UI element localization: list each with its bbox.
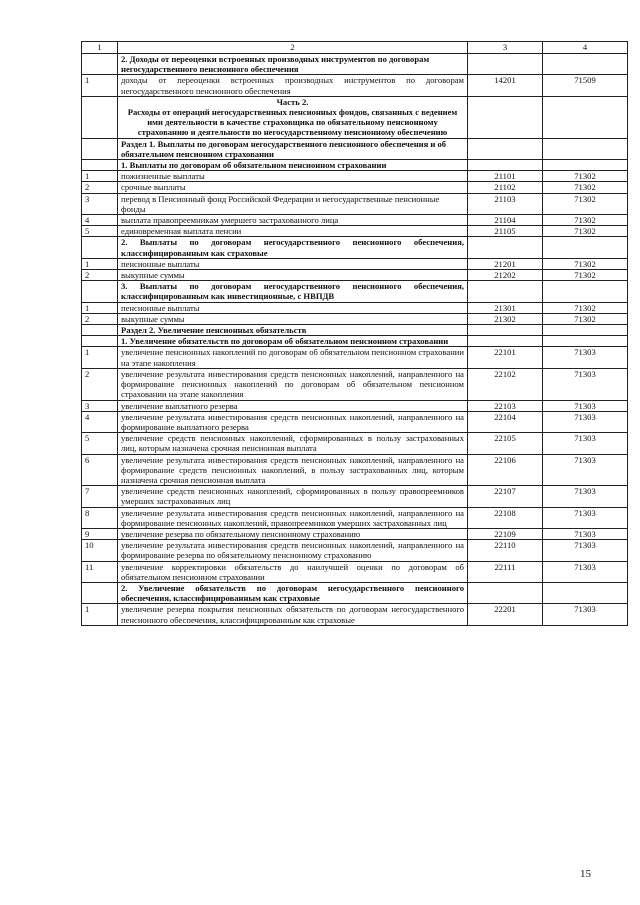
row-number: 11 xyxy=(82,561,118,582)
row-account: 71303 xyxy=(543,454,628,486)
row-description: 1. Выплаты по договорам об обязательном пенсионном страховании xyxy=(118,160,468,171)
row-account xyxy=(543,96,628,138)
row-description: Раздел 2. Увеличение пенсионных обязательств xyxy=(118,325,468,336)
row-description: пенсионные выплаты xyxy=(118,302,468,313)
row-code: 22105 xyxy=(468,433,543,454)
row-code xyxy=(468,582,543,603)
row-number xyxy=(82,336,118,347)
row-description: 2. Увеличение обязательств по договорам негосударственного пенсионного обеспечения, классифицированным как страховые xyxy=(118,582,468,603)
row-account: 71303 xyxy=(543,528,628,539)
row-code xyxy=(468,237,543,258)
row-number: 3 xyxy=(82,193,118,214)
header-cell-2: 2 xyxy=(118,42,468,54)
row-description: единовременная выплата пенсии xyxy=(118,226,468,237)
row-account: 71302 xyxy=(543,313,628,324)
table-row xyxy=(82,454,628,486)
header-row xyxy=(82,42,628,54)
table-row xyxy=(82,258,628,269)
row-description: увеличение результата инвестирования средств пенсионных накоплений, направленного на формирование резерва по обязательному пенсионному страхованию xyxy=(118,540,468,561)
table-row xyxy=(82,96,628,138)
row-description: увеличение резерва покрытия пенсионных обязательств по договорам негосударственного пенсионного обеспечения, классифицированным как страховые xyxy=(118,604,468,625)
row-number: 6 xyxy=(82,454,118,486)
row-number: 1 xyxy=(82,604,118,625)
row-code: 21105 xyxy=(468,226,543,237)
row-account: 71303 xyxy=(543,561,628,582)
row-number: 4 xyxy=(82,215,118,226)
row-account: 71303 xyxy=(543,507,628,528)
header-cell-1: 1 xyxy=(82,42,118,54)
table-row xyxy=(82,281,628,302)
row-account xyxy=(543,582,628,603)
table-row xyxy=(82,75,628,96)
row-description: увеличение средств пенсионных накоплений, сформированных в пользу застрахованных лиц, которым назначена срочная пенсионная выплата xyxy=(118,433,468,454)
table-row xyxy=(82,171,628,182)
table-row xyxy=(82,486,628,507)
row-description: увеличение средств пенсионных накоплений, сформированных в пользу правопреемников умерших застрахованных лиц xyxy=(118,486,468,507)
row-number: 9 xyxy=(82,528,118,539)
row-description: срочные выплаты xyxy=(118,182,468,193)
row-description: перевод в Пенсионный фонд Российской Федерации и негосударственные пенсионные фонды xyxy=(118,193,468,214)
row-description: увеличение результата инвестирования средств пенсионных накоплений, направленного на формирование средств пенсионных накоплений, в пользу застрахованных лиц, которым назначена срочная пенсионная выплата xyxy=(118,454,468,486)
row-number xyxy=(82,138,118,159)
row-description: 2. Доходы от переоценки встроенных производных инструментов по договорам негосударственного пенсионного обеспечения xyxy=(118,54,468,75)
row-description: выкупные суммы xyxy=(118,270,468,281)
row-code xyxy=(468,336,543,347)
row-number xyxy=(82,237,118,258)
row-number: 4 xyxy=(82,411,118,432)
row-number: 8 xyxy=(82,507,118,528)
row-code: 21201 xyxy=(468,258,543,269)
row-number: 1 xyxy=(82,75,118,96)
row-number: 2 xyxy=(82,270,118,281)
table-row xyxy=(82,368,628,400)
row-description: увеличение результата инвестирования средств пенсионных накоплений, направленного на формирование выплатного резерва xyxy=(118,411,468,432)
page-number: 15 xyxy=(580,868,591,880)
table-row xyxy=(82,347,628,368)
row-code: 22101 xyxy=(468,347,543,368)
row-account: 71302 xyxy=(543,270,628,281)
row-account: 71302 xyxy=(543,226,628,237)
row-number: 7 xyxy=(82,486,118,507)
row-account: 71303 xyxy=(543,400,628,411)
table-row xyxy=(82,507,628,528)
row-description: доходы от переоценки встроенных производных инструментов по договорам негосударственного пенсионного обеспечения xyxy=(118,75,468,96)
table-row xyxy=(82,226,628,237)
row-code: 22103 xyxy=(468,400,543,411)
row-account: 71302 xyxy=(543,182,628,193)
row-number: 1 xyxy=(82,171,118,182)
row-number xyxy=(82,96,118,138)
row-code xyxy=(468,160,543,171)
row-account: 71303 xyxy=(543,604,628,625)
row-description: увеличение результата инвестирования средств пенсионных накоплений, направленного на формирование пенсионных накоплений по договорам об обязательном пенсионном страховании на этапе накопления xyxy=(118,368,468,400)
row-code: 22102 xyxy=(468,368,543,400)
table-row xyxy=(82,528,628,539)
row-code xyxy=(468,138,543,159)
row-account: 71303 xyxy=(543,486,628,507)
row-account xyxy=(543,160,628,171)
row-code: 22111 xyxy=(468,561,543,582)
header-cell-3: 3 xyxy=(468,42,543,54)
row-code: 22108 xyxy=(468,507,543,528)
row-description: выкупные суммы xyxy=(118,313,468,324)
row-number xyxy=(82,54,118,75)
table-row xyxy=(82,237,628,258)
row-account: 71303 xyxy=(543,368,628,400)
table-row xyxy=(82,540,628,561)
row-code: 21301 xyxy=(468,302,543,313)
table-row xyxy=(82,302,628,313)
row-number: 5 xyxy=(82,433,118,454)
row-number: 2 xyxy=(82,368,118,400)
row-account: 71302 xyxy=(543,193,628,214)
row-code: 21101 xyxy=(468,171,543,182)
table-row xyxy=(82,182,628,193)
row-description: 3. Выплаты по договорам негосударственного пенсионного обеспечения, классифицированным как инвестиционные, с НВПДВ xyxy=(118,281,468,302)
row-number: 5 xyxy=(82,226,118,237)
row-account: 71303 xyxy=(543,540,628,561)
row-number: 1 xyxy=(82,302,118,313)
table-row xyxy=(82,411,628,432)
row-account: 71302 xyxy=(543,171,628,182)
row-description: пожизненные выплаты xyxy=(118,171,468,182)
row-number xyxy=(82,325,118,336)
table-row xyxy=(82,400,628,411)
row-code: 22110 xyxy=(468,540,543,561)
row-account xyxy=(543,336,628,347)
table-row xyxy=(82,561,628,582)
row-account: 71303 xyxy=(543,347,628,368)
table-row xyxy=(82,313,628,324)
row-code xyxy=(468,325,543,336)
row-code: 22106 xyxy=(468,454,543,486)
row-account: 71302 xyxy=(543,215,628,226)
row-description: увеличение резерва по обязательному пенсионному страхованию xyxy=(118,528,468,539)
row-code: 22104 xyxy=(468,411,543,432)
row-code: 22201 xyxy=(468,604,543,625)
row-code: 22109 xyxy=(468,528,543,539)
header-cell-4: 4 xyxy=(543,42,628,54)
table-row xyxy=(82,604,628,625)
table-row xyxy=(82,138,628,159)
row-code: 21202 xyxy=(468,270,543,281)
row-account xyxy=(543,281,628,302)
row-number xyxy=(82,582,118,603)
row-description: Раздел 1. Выплаты по договорам негосударственного пенсионного обеспечения и об обязательном пенсионном страховании xyxy=(118,138,468,159)
row-number: 1 xyxy=(82,347,118,368)
row-description: пенсионные выплаты xyxy=(118,258,468,269)
row-code: 14201 xyxy=(468,75,543,96)
row-description: увеличение пенсионных накоплений по договорам об обязательном пенсионном страховании на этапе накопления xyxy=(118,347,468,368)
row-description: увеличение результата инвестирования средств пенсионных накоплений, направленного на формирование пенсионных накоплений, правопреемников умерших застрахованных лиц xyxy=(118,507,468,528)
row-description: Часть 2. Расходы от операций негосударственных пенсионных фондов, связанных с ведением ими деятельности в качестве страховщика по обязательному пенсионному страхованию и деятельности по негосударственному пенсионному обеспечению xyxy=(118,96,468,138)
table-row xyxy=(82,582,628,603)
row-account: 71303 xyxy=(543,411,628,432)
document-table xyxy=(81,41,628,626)
row-account xyxy=(543,325,628,336)
row-description: увеличение корректировки обязательств до наилучшей оценки по договорам об обязательном пенсионном страховании xyxy=(118,561,468,582)
row-number: 2 xyxy=(82,182,118,193)
row-code xyxy=(468,96,543,138)
row-account: 71509 xyxy=(543,75,628,96)
row-code: 21104 xyxy=(468,215,543,226)
row-code xyxy=(468,281,543,302)
row-number xyxy=(82,281,118,302)
row-description: 2. Выплаты по договорам негосударственного пенсионного обеспечения, классифицированным как страховые xyxy=(118,237,468,258)
table-row xyxy=(82,193,628,214)
row-description: выплата правопреемникам умершего застрахованного лица xyxy=(118,215,468,226)
row-account: 71302 xyxy=(543,302,628,313)
row-account: 71302 xyxy=(543,258,628,269)
table-row xyxy=(82,433,628,454)
row-number: 1 xyxy=(82,258,118,269)
row-account: 71303 xyxy=(543,433,628,454)
row-number xyxy=(82,160,118,171)
row-number: 10 xyxy=(82,540,118,561)
row-account xyxy=(543,138,628,159)
row-number: 3 xyxy=(82,400,118,411)
table-row xyxy=(82,54,628,75)
row-code: 21102 xyxy=(468,182,543,193)
row-code: 22107 xyxy=(468,486,543,507)
table-row xyxy=(82,270,628,281)
row-code xyxy=(468,54,543,75)
row-number: 2 xyxy=(82,313,118,324)
row-description: увеличение выплатного резерва xyxy=(118,400,468,411)
table-row xyxy=(82,215,628,226)
row-description: 1. Увеличение обязательств по договорам об обязательном пенсионном страховании xyxy=(118,336,468,347)
row-code: 21302 xyxy=(468,313,543,324)
row-account xyxy=(543,237,628,258)
row-code: 21103 xyxy=(468,193,543,214)
table-row xyxy=(82,325,628,336)
row-account xyxy=(543,54,628,75)
table-row xyxy=(82,336,628,347)
table-row xyxy=(82,160,628,171)
